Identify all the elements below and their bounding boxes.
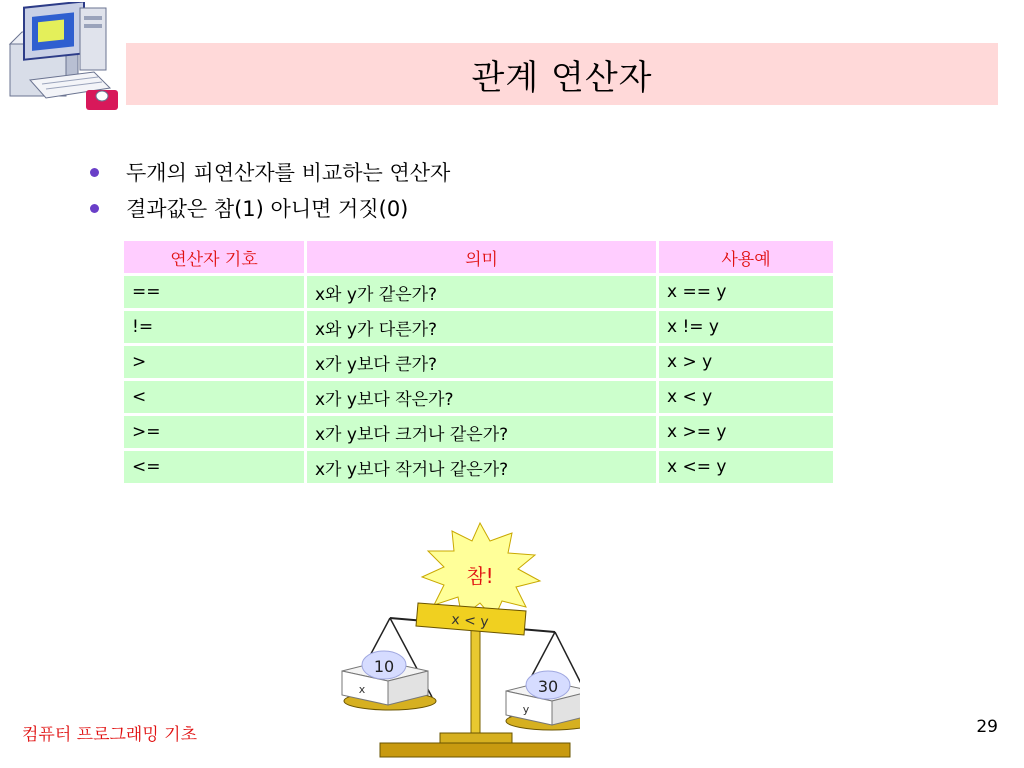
operator-cell: > [124,346,304,378]
slide-title: 관계 연산자 [471,57,653,98]
left-weight-var: x [358,683,366,696]
table-row [124,276,833,308]
meaning-cell: x와 y가 같은가? [307,276,656,308]
bullet-text: 두개의 피연산자를 비교하는 연산자 [126,161,451,185]
right-weight-var: y [522,703,530,716]
burst-text: 참! [466,564,494,588]
example-cell: x >= y [659,416,833,448]
left-weight-value: 10 [373,657,395,676]
bullet-text: 결과값은 참(1) 아니면 거짓(0) [126,197,409,221]
table-row [124,381,833,413]
meaning-cell: x와 y가 다른가? [307,311,656,343]
meaning-cell: x가 y보다 크거나 같은가? [307,416,656,448]
operator-table [121,238,836,486]
example-cell: x < y [659,381,833,413]
meaning-cell: x가 y보다 작은가? [307,381,656,413]
page-number: 29 [976,717,998,737]
bullet-item [88,156,450,192]
table-row [124,311,833,343]
example-cell: x <= y [659,451,833,483]
example-cell: x != y [659,311,833,343]
beam-label: x < y [450,611,490,631]
table-row [124,346,833,378]
bullet-dot-icon [90,168,99,177]
operator-cell: == [124,276,304,308]
bullet-item [88,192,450,228]
table-row [124,451,833,483]
bullet-dot-icon [90,204,99,213]
bullet-list [88,156,450,228]
operator-cell: >= [124,416,304,448]
balance-scale-illustration [330,515,580,765]
table-header-row [124,241,833,273]
header-meaning: 의미 [307,241,656,273]
example-cell: x == y [659,276,833,308]
header-operator: 연산자 기호 [124,241,304,273]
table-row [124,416,833,448]
operator-cell: <= [124,451,304,483]
operator-cell: < [124,381,304,413]
meaning-cell: x가 y보다 큰가? [307,346,656,378]
example-cell: x > y [659,346,833,378]
title-bar [126,43,998,105]
computer-logo-icon [2,2,120,112]
operator-cell: != [124,311,304,343]
right-weight-value: 30 [537,677,559,696]
meaning-cell: x가 y보다 작거나 같은가? [307,451,656,483]
course-name: 컴퓨터 프로그래밍 기초 [22,725,198,745]
header-example: 사용예 [659,241,833,273]
